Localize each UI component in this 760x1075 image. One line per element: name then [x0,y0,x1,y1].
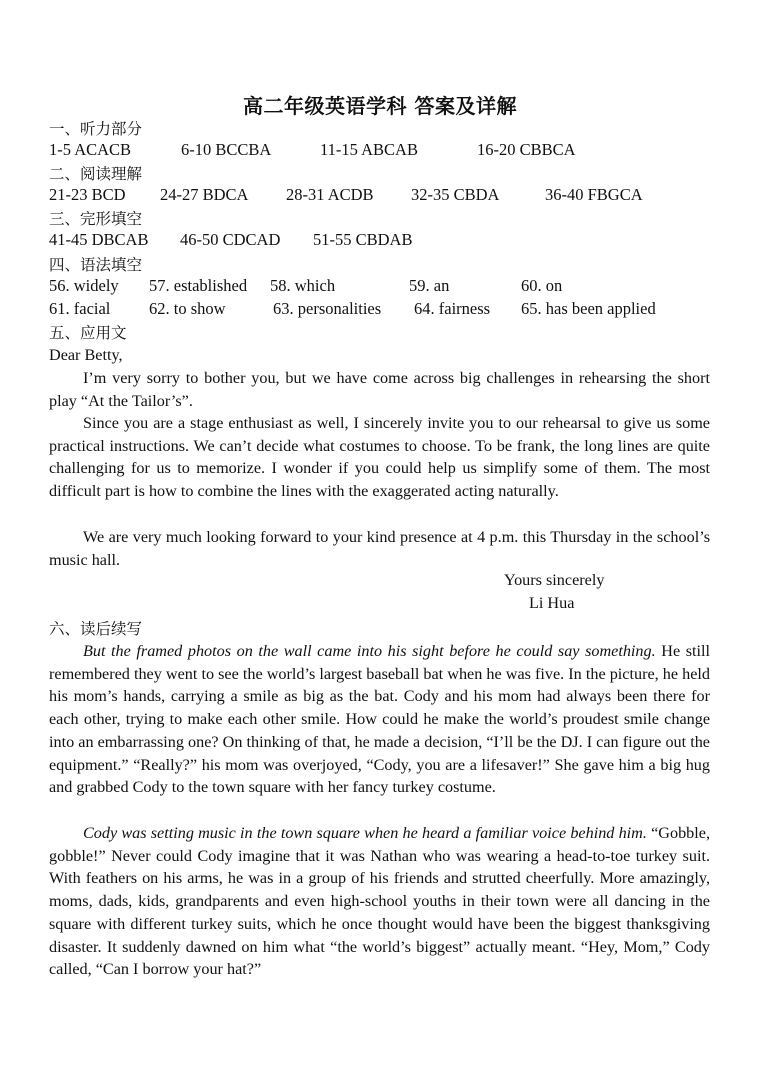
grammar-answer: 58. which [270,276,336,295]
answer-group: 41-45 DBCAB [49,230,149,249]
story-body: He still remembered they went to see the world’s largest baseball bat when he was five. In the picture, he held his mom’s hands, carrying a smile as big as the bat. Cody and his mom had always been there for each other, trying to make each other smile. How could he make the world’s proudest smile change into an embarrassing one? On thinking of that, he made a decision, “I’ll be the DJ. I can figure out the equipment.” “Really?” his mom was overjoyed, “Cody, you are a lifesaver!” She gave him a big hug and grabbed Cody to the town square with her fancy turkey costume. [49,642,710,797]
section-heading-grammar: 四、语法填空 [49,256,143,274]
letter-paragraph: We are very much looking forward to your kind presence at 4 p.m. this Thursday in the school’s music hall. [49,528,710,569]
story-paragraph [49,640,710,799]
answer-group: 16-20 CBBCA [477,140,576,159]
section-heading-reading: 二、阅读理解 [49,165,143,183]
letter-closing: Yours sincerely [504,571,605,589]
grammar-answer: 59. an [409,276,450,295]
answer-group: 51-55 CBDAB [313,230,413,249]
answer-group: 6-10 BCCBA [181,140,272,159]
story-paragraph [49,822,710,981]
letter-paragraph: I’m very sorry to bother you, but we have come across big challenges in rehearsing the short play “At the Tailor’s”. [49,369,710,410]
answer-group: 36-40 FBGCA [545,185,643,204]
answer-group: 24-27 BDCA [160,185,249,204]
grammar-answer: 57. established [149,276,248,295]
grammar-answer: 64. fairness [414,299,491,318]
grammar-answer: 56. widely [49,276,119,295]
section-heading-writing: 五、应用文 [49,324,127,342]
grammar-answer: 65. has been applied [521,299,656,318]
answer-group: 1-5 ACACB [49,140,132,159]
section-heading-cloze: 三、完形填空 [49,210,143,228]
letter-signature: Li Hua [529,594,575,612]
story-lead-sentence: Cody was setting music in the town square when he heard a familiar voice behind him. [83,824,647,842]
page-title: 高二年级英语学科 答案及详解 [243,94,517,118]
answer-group: 21-23 BCD [49,185,126,204]
answer-group: 46-50 CDCAD [180,230,281,249]
answer-group: 11-15 ABCAB [320,140,418,159]
grammar-answer: 61. facial [49,299,111,318]
grammar-answer: 60. on [521,276,563,295]
letter-salutation: Dear Betty, [49,346,123,364]
answer-group: 28-31 ACDB [286,185,374,204]
answer-group: 32-35 CBDA [411,185,500,204]
grammar-answer: 63. personalities [273,299,382,318]
story-body: “Gobble, gobble!” Never could Cody imagine that it was Nathan who was wearing a head-to-toe turkey suit. With feathers on his arms, he was in a group of his friends and strutted cheerfully. More amazingly, moms, dads, kids, grandparents and even high-school youths in their town were all dancing in the square with different turkey suits, which he once thought would have been the biggest thanksgiving disaster. It suddenly dawned on him what “the world’s biggest” actually meant. “Hey, Mom,” Cody called, “Can I borrow your hat?” [49,824,710,979]
section-heading-continuation: 六、读后续写 [49,620,143,638]
letter-paragraph: Since you are a stage enthusiast as well, I sincerely invite you to our rehearsal to give us some practical instructions. We can’t decide what costumes to choose. To be frank, the long lines are quite challenging for us to memorize. I wonder if you could help us simplify some of them. The most difficult part is how to combine the lines with the exaggerated acting naturally. [49,414,710,501]
story-lead-sentence: But the framed photos on the wall came into his sight before he could say something. [83,642,656,660]
grammar-answer: 62. to show [149,299,226,318]
section-heading-listening: 一、听力部分 [49,120,143,138]
